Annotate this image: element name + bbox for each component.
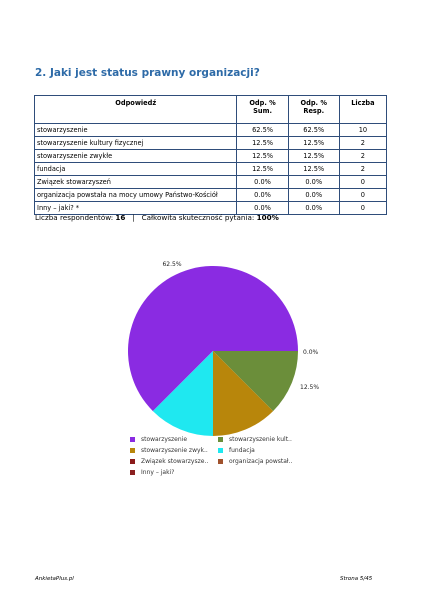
pct-sum-cell: 12.5%	[237, 150, 288, 163]
legend-item	[130, 458, 208, 465]
rate-label: Całkowita skuteczność pytania:	[141, 213, 255, 222]
pie-data-label: 12.5%	[300, 384, 320, 391]
pct-resp-cell: 62.5%	[288, 124, 339, 137]
question-title: 2. Jaki jest status prawny organizacji?	[35, 67, 260, 79]
col-header-pct-resp: Odp. % Resp.	[288, 96, 339, 124]
pct-sum-cell: 12.5%	[237, 137, 288, 150]
pct-sum-cell: 0.0%	[237, 176, 288, 189]
pct-sum-cell: 0.0%	[237, 189, 288, 202]
pct-sum-cell: 12.5%	[237, 163, 288, 176]
respondents-value: 16	[115, 213, 126, 222]
legend-swatch	[218, 448, 223, 453]
legend-label: stowarzyszenie zwyk..	[141, 447, 208, 454]
legend-item	[130, 436, 187, 443]
answer-cell: stowarzyszenie zwykłe	[35, 150, 237, 163]
legend-swatch	[130, 470, 135, 475]
answer-cell: fundacja	[35, 163, 237, 176]
legend-swatch	[218, 459, 223, 464]
legend-label: fundacja	[229, 447, 255, 454]
legend-item	[218, 447, 255, 454]
legend-item	[218, 458, 292, 465]
pct-resp-cell: 12.5%	[288, 163, 339, 176]
col-header-answer: Odpowiedź	[35, 96, 237, 124]
footer-page-number: Strona 5/45	[340, 576, 373, 582]
legend-swatch	[130, 459, 135, 464]
pct-sum-cell: 62.5%	[237, 124, 288, 137]
pct-resp-cell: 12.5%	[288, 150, 339, 163]
col-header-count: Liczba	[339, 96, 386, 124]
pct-sum-cell: 0.0%	[237, 202, 288, 215]
count-cell: 2	[339, 137, 386, 150]
answer-cell: Związek stowarzyszeń	[35, 176, 237, 189]
pct-resp-cell: 0.0%	[288, 189, 339, 202]
legend-label: Związek stowarzysze..	[141, 458, 209, 465]
answer-cell: stowarzyszenie	[35, 124, 237, 137]
legend-label: stowarzyszenie	[141, 436, 188, 443]
pct-resp-cell: 0.0%	[288, 176, 339, 189]
legend-swatch	[130, 448, 135, 453]
pie-data-label: 0.0%	[303, 349, 319, 356]
legend-swatch	[130, 437, 135, 442]
count-cell: 0	[339, 176, 386, 189]
legend-swatch	[218, 437, 223, 442]
legend-label: organizacja powstał..	[229, 458, 293, 465]
count-cell: 0	[339, 202, 386, 215]
answer-cell: Inny – jaki? *	[35, 202, 237, 215]
legend-label: stowarzyszenie kult..	[229, 436, 292, 443]
pie-data-label: 62.5%	[162, 261, 182, 268]
pct-resp-cell: 12.5%	[288, 137, 339, 150]
count-cell: 0	[339, 189, 386, 202]
pct-resp-cell: 0.0%	[288, 202, 339, 215]
legend-item	[130, 469, 174, 476]
rate-value: 100%	[256, 213, 279, 222]
count-cell: 2	[339, 163, 386, 176]
legend-item	[218, 436, 292, 443]
summary-separator: |	[132, 213, 135, 222]
answer-cell: organizacja powstała na mocy umowy Państwo-Kościół	[35, 189, 237, 202]
legend-item	[130, 447, 208, 454]
answer-cell: stowarzyszenie kultury fizycznej	[35, 137, 237, 150]
count-cell: 10	[339, 124, 386, 137]
col-header-pct-sum: Odp. % Sum.	[237, 96, 288, 124]
legend-label: Inny – jaki?	[141, 469, 175, 476]
count-cell: 2	[339, 150, 386, 163]
footer-brand: AnkietaPlus.pl	[35, 576, 74, 582]
respondents-label: Liczba respondentów:	[35, 213, 114, 222]
